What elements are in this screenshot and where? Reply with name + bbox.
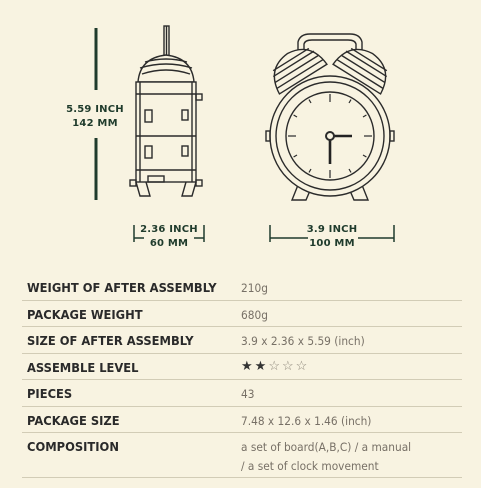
height-mm: 142 MM xyxy=(72,118,118,129)
spec-row-package-size xyxy=(22,407,462,433)
assemble-level-rating xyxy=(241,358,309,374)
height-inch: 5.59 INCH xyxy=(66,104,124,115)
spec-row-weight xyxy=(22,274,462,301)
front-width-inch: 3.9 INCH xyxy=(306,224,358,235)
front-width-dimension-label xyxy=(287,223,377,251)
spec-label: PACKAGE WEIGHT xyxy=(27,307,143,322)
star-filled-icon: ★ xyxy=(254,358,269,373)
front-width-mm: 100 MM xyxy=(309,238,355,249)
spec-row-size xyxy=(22,327,462,354)
height-dimension-label xyxy=(50,103,140,131)
spec-value-line2: / a set of clock movement xyxy=(241,459,379,473)
spec-value: 7.48 x 12.6 x 1.46 (inch) xyxy=(241,414,372,428)
spec-value: a set of board(A,B,C) / a manual xyxy=(241,440,412,454)
star-empty-icon: ☆ xyxy=(281,358,296,373)
spec-label: SIZE OF AFTER ASSEMBLY xyxy=(27,333,194,348)
side-width-mm: 60 MM xyxy=(149,238,189,249)
spec-value: 680g xyxy=(241,308,268,322)
spec-row-package-weight xyxy=(22,301,462,327)
spec-row-pieces xyxy=(22,380,462,407)
star-filled-icon: ★ xyxy=(241,358,255,373)
side-width-dimension-label xyxy=(124,223,214,251)
spec-label: PACKAGE SIZE xyxy=(27,413,120,428)
spec-label: COMPOSITION xyxy=(27,439,119,454)
spec-value: 3.9 x 2.36 x 5.59 (inch) xyxy=(241,334,365,348)
spec-label: PIECES xyxy=(27,386,73,401)
side-width-inch: 2.36 INCH xyxy=(140,224,198,235)
alarm-clock-front-view xyxy=(264,34,397,200)
alarm-clock-side-view xyxy=(130,26,202,196)
spec-value: 43 xyxy=(241,387,255,401)
spec-row-assemble-level xyxy=(22,354,462,380)
spec-label: WEIGHT OF AFTER ASSEMBLY xyxy=(27,280,217,295)
star-empty-icon: ☆ xyxy=(295,358,310,373)
spec-label: ASSEMBLE LEVEL xyxy=(27,360,139,375)
star-empty-icon: ☆ xyxy=(268,358,282,373)
spec-row-composition xyxy=(22,433,462,478)
spec-table xyxy=(22,274,462,478)
spec-value: 210g xyxy=(241,281,268,295)
